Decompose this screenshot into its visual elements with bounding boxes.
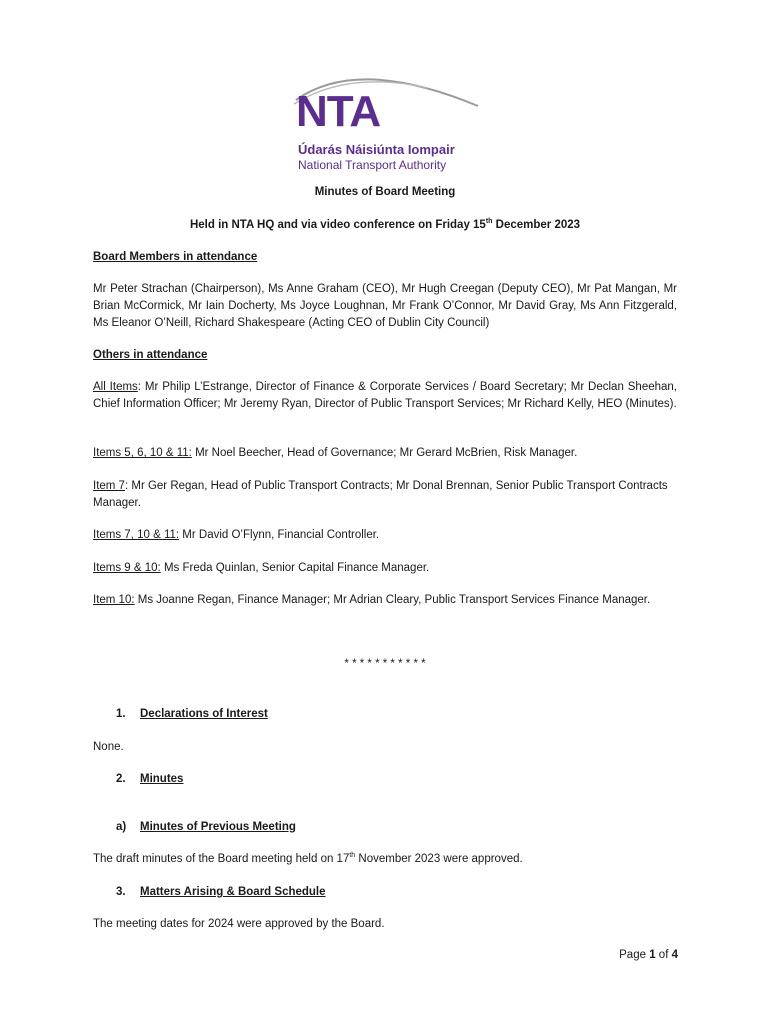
declarations-body: None.	[93, 741, 124, 753]
subtitle-sup: th	[485, 218, 493, 226]
section-number: 2.	[116, 773, 126, 785]
attendee-item-label: Items 9 & 10:	[93, 562, 161, 574]
subtitle-prefix: Held in NTA HQ and via video conference on Friday 15	[189, 219, 486, 231]
attendee-item	[93, 445, 677, 462]
attendee-item-label: Items 7, 10 & 11:	[93, 529, 180, 541]
nta-logo	[288, 66, 488, 176]
attendee-item-sep: :	[124, 480, 129, 492]
section-title: Matters Arising & Board Schedule	[140, 886, 326, 898]
attendee-item	[93, 592, 677, 609]
attendee-item-label: Item 10:	[93, 594, 135, 606]
body-sup: th	[349, 852, 356, 860]
logo-english-name: National Transport Authority	[298, 158, 447, 172]
section-title: Minutes	[140, 773, 184, 785]
board-members-heading: Board Members in attendance	[93, 251, 258, 263]
attendee-item-text: Mr Ger Regan, Head of Public Transport Contracts; Mr Donal Brennan, Senior Public Transport Contracts Manager.	[93, 480, 668, 509]
footer-total: 4	[671, 949, 678, 961]
attendee-item-text: Mr Noel Beecher, Head of Governance; Mr Gerard McBrien, Risk Manager.	[191, 447, 578, 459]
attendee-item-label: Items 5, 6, 10 & 11:	[93, 447, 192, 459]
section-title: Minutes of Previous Meeting	[140, 821, 296, 833]
section-title: Declarations of Interest	[140, 708, 268, 720]
board-members-text: Mr Peter Strachan (Chairperson), Ms Anne Graham (CEO), Mr Hugh Creegan (Deputy CEO), Mr Pat Mangan, Mr Brian McCormick, Mr Iain Docherty, Ms Joyce Loughnan, Mr Frank O’Connor, Mr David Gray, Ms Ann Fitzgerald, Ms Eleanor O’Neill, Richard Shakespeare (Acting CEO of Dublin City Council)	[93, 283, 677, 329]
attendee-item	[93, 478, 677, 512]
attendee-item-label: All Items	[93, 381, 138, 393]
page-number-footer	[619, 949, 678, 961]
logo-irish-name: Údarás Náisiúnta Iompair	[298, 142, 455, 157]
footer-of-word: of	[658, 949, 669, 961]
body-suffix: November 2023 were approved.	[355, 853, 523, 865]
body-prefix: The draft minutes of the Board meeting held on 17	[93, 853, 350, 865]
previous-minutes-body	[93, 851, 677, 868]
section-number: a)	[116, 821, 127, 833]
matters-arising-body: The meeting dates for 2024 were approved by the Board.	[93, 918, 385, 930]
attendee-item-text: Ms Joanne Regan, Finance Manager; Mr Adrian Cleary, Public Transport Services Finance Manager.	[134, 594, 651, 606]
footer-page: 1	[649, 949, 656, 961]
attendee-item	[93, 379, 677, 413]
document-title: Minutes of Board Meeting	[314, 186, 456, 198]
others-heading: Others in attendance	[93, 349, 208, 361]
attendee-item-label: Item 7	[93, 480, 125, 492]
footer-page-word: Page	[619, 949, 646, 961]
logo-acronym: NTA	[296, 87, 381, 136]
section-number: 3.	[116, 886, 126, 898]
subtitle-suffix: December 2023	[492, 219, 581, 231]
attendee-item-text: Mr David O’Flynn, Financial Controller.	[179, 529, 380, 541]
attendee-item-sep: :	[137, 381, 141, 393]
attendee-item	[93, 560, 677, 577]
meeting-subtitle	[0, 217, 770, 234]
attendee-item	[93, 527, 677, 544]
attendee-item-text: Mr Philip L’Estrange, Director of Finance & Corporate Services / Board Secretary; Mr Declan Sheehan, Chief Information Officer; Mr Jeremy Ryan, Director of Public Transport Services; Mr Richard Kelly, HEO (Minutes).	[93, 381, 677, 410]
section-separator: * * * * * * * * * * *	[344, 658, 426, 670]
attendee-item-text: Ms Freda Quinlan, Senior Capital Finance Manager.	[160, 562, 430, 574]
section-number: 1.	[116, 708, 126, 720]
